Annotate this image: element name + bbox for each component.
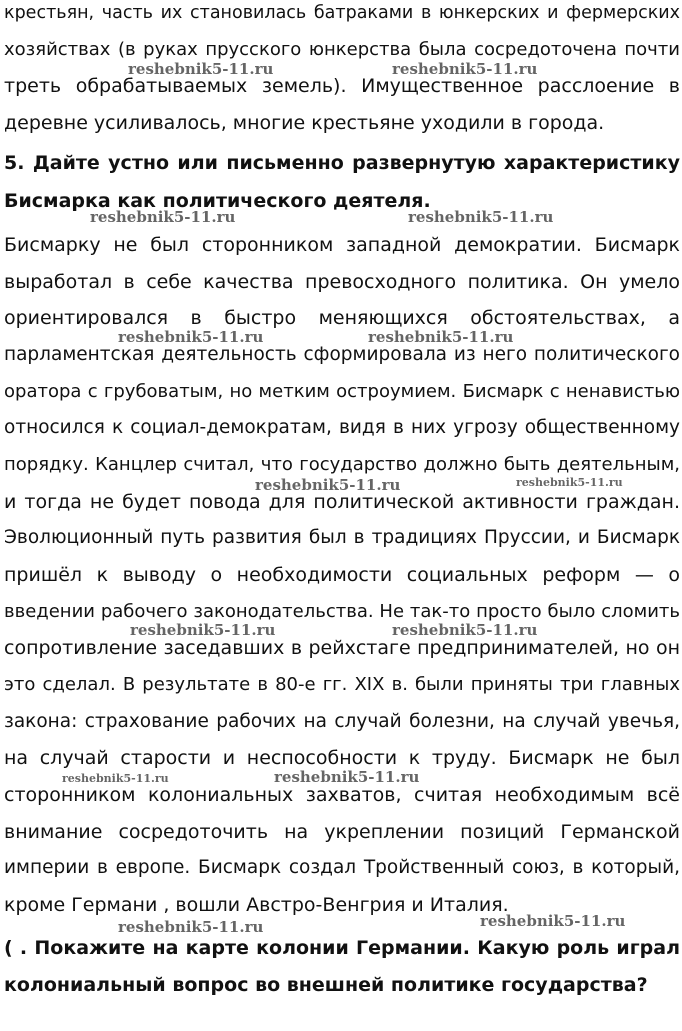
text-line: деревне усиливалось, многие крестьяне уходили в города.	[4, 112, 605, 134]
question-heading: колониальный вопрос во внешней политике государства?	[4, 974, 648, 996]
answer-line: Эволюционный путь развития был в традициях Пруссии, и Бисмарк	[4, 527, 680, 548]
question-heading: Бисмарка как политического деятеля.	[4, 190, 431, 212]
answer-line: пришёл к выводу о необходимости социальных реформ — о	[4, 564, 680, 586]
answer-line: ориентировался в быстро меняющихся обстоятельствах, а	[4, 307, 680, 329]
watermark: reshebnik5-11.ru	[130, 621, 276, 639]
answer-line: внимание сосредоточить на укреплении позиций Германской	[4, 821, 680, 843]
watermark: reshebnik5-11.ru	[118, 328, 264, 346]
watermark: reshebnik5-11.ru	[392, 621, 538, 639]
answer-line: введении рабочего законодательства. Не так-то просто было сломить	[4, 601, 680, 622]
answer-line: сторонником колониальных захватов, считая необходимым всё	[4, 784, 680, 806]
text-line: крестьян, часть их становилась батраками в юнкерских и фермерских	[4, 3, 680, 23]
answer-line: Бисмарку не был сторонником западной демократии. Бисмарк	[4, 234, 680, 256]
answer-line: закона: страхование рабочих на случай болезни, на случай увечья,	[4, 711, 680, 732]
watermark: reshebnik5-11.ru	[62, 772, 169, 785]
watermark: reshebnik5-11.ru	[368, 328, 514, 346]
answer-line: империи в европе. Бисмарк создал Тройственный союз, в который,	[4, 857, 680, 878]
question-heading: ( . Покажите на карте колонии Германии. Какую роль играл	[4, 937, 680, 959]
watermark: reshebnik5-11.ru	[128, 60, 274, 78]
answer-line: относился к социал-демократам, видя в них угрозу общественному	[4, 417, 680, 438]
watermark: reshebnik5-11.ru	[118, 918, 264, 936]
watermark: reshebnik5-11.ru	[255, 476, 401, 494]
watermark: reshebnik5-11.ru	[392, 60, 538, 78]
question-heading: 5. Дайте устно или письменно развернутую характеристику	[4, 152, 680, 174]
watermark: reshebnik5-11.ru	[480, 912, 626, 930]
answer-line: парламентская деятельность сформировала из него политического	[4, 344, 680, 365]
watermark: reshebnik5-11.ru	[408, 208, 554, 226]
watermark: reshebnik5-11.ru	[516, 476, 623, 489]
text-line: треть обрабатываемых земель). Имущественное расслоение в	[4, 75, 680, 97]
watermark: reshebnik5-11.ru	[274, 768, 420, 786]
answer-line: выработал в себе качества превосходного политика. Он умело	[4, 271, 680, 293]
watermark: reshebnik5-11.ru	[90, 208, 236, 226]
answer-line: порядку. Канцлер считал, что государство должно быть деятельным,	[4, 454, 680, 475]
answer-line: на случай старости и неспособности к труду. Бисмарк не был	[4, 747, 680, 769]
answer-line: кроме Германи , вошли Австро-Венгрия и Италия.	[4, 894, 509, 916]
answer-line: сопротивление заседавших в рейхстаге предпринимателей, но он	[4, 637, 680, 659]
text-line: хозяйствах (в руках прусского юнкерства была сосредоточена почти	[4, 39, 680, 60]
answer-line: это сделал. В результате в 80-е гг. XIX в. были приняты три главных	[4, 674, 680, 695]
answer-line: оратора с грубоватым, но метким остроумием. Бисмарк с ненавистью	[4, 381, 680, 402]
answer-line: и тогда не будет повода для политической активности граждан.	[4, 491, 680, 513]
